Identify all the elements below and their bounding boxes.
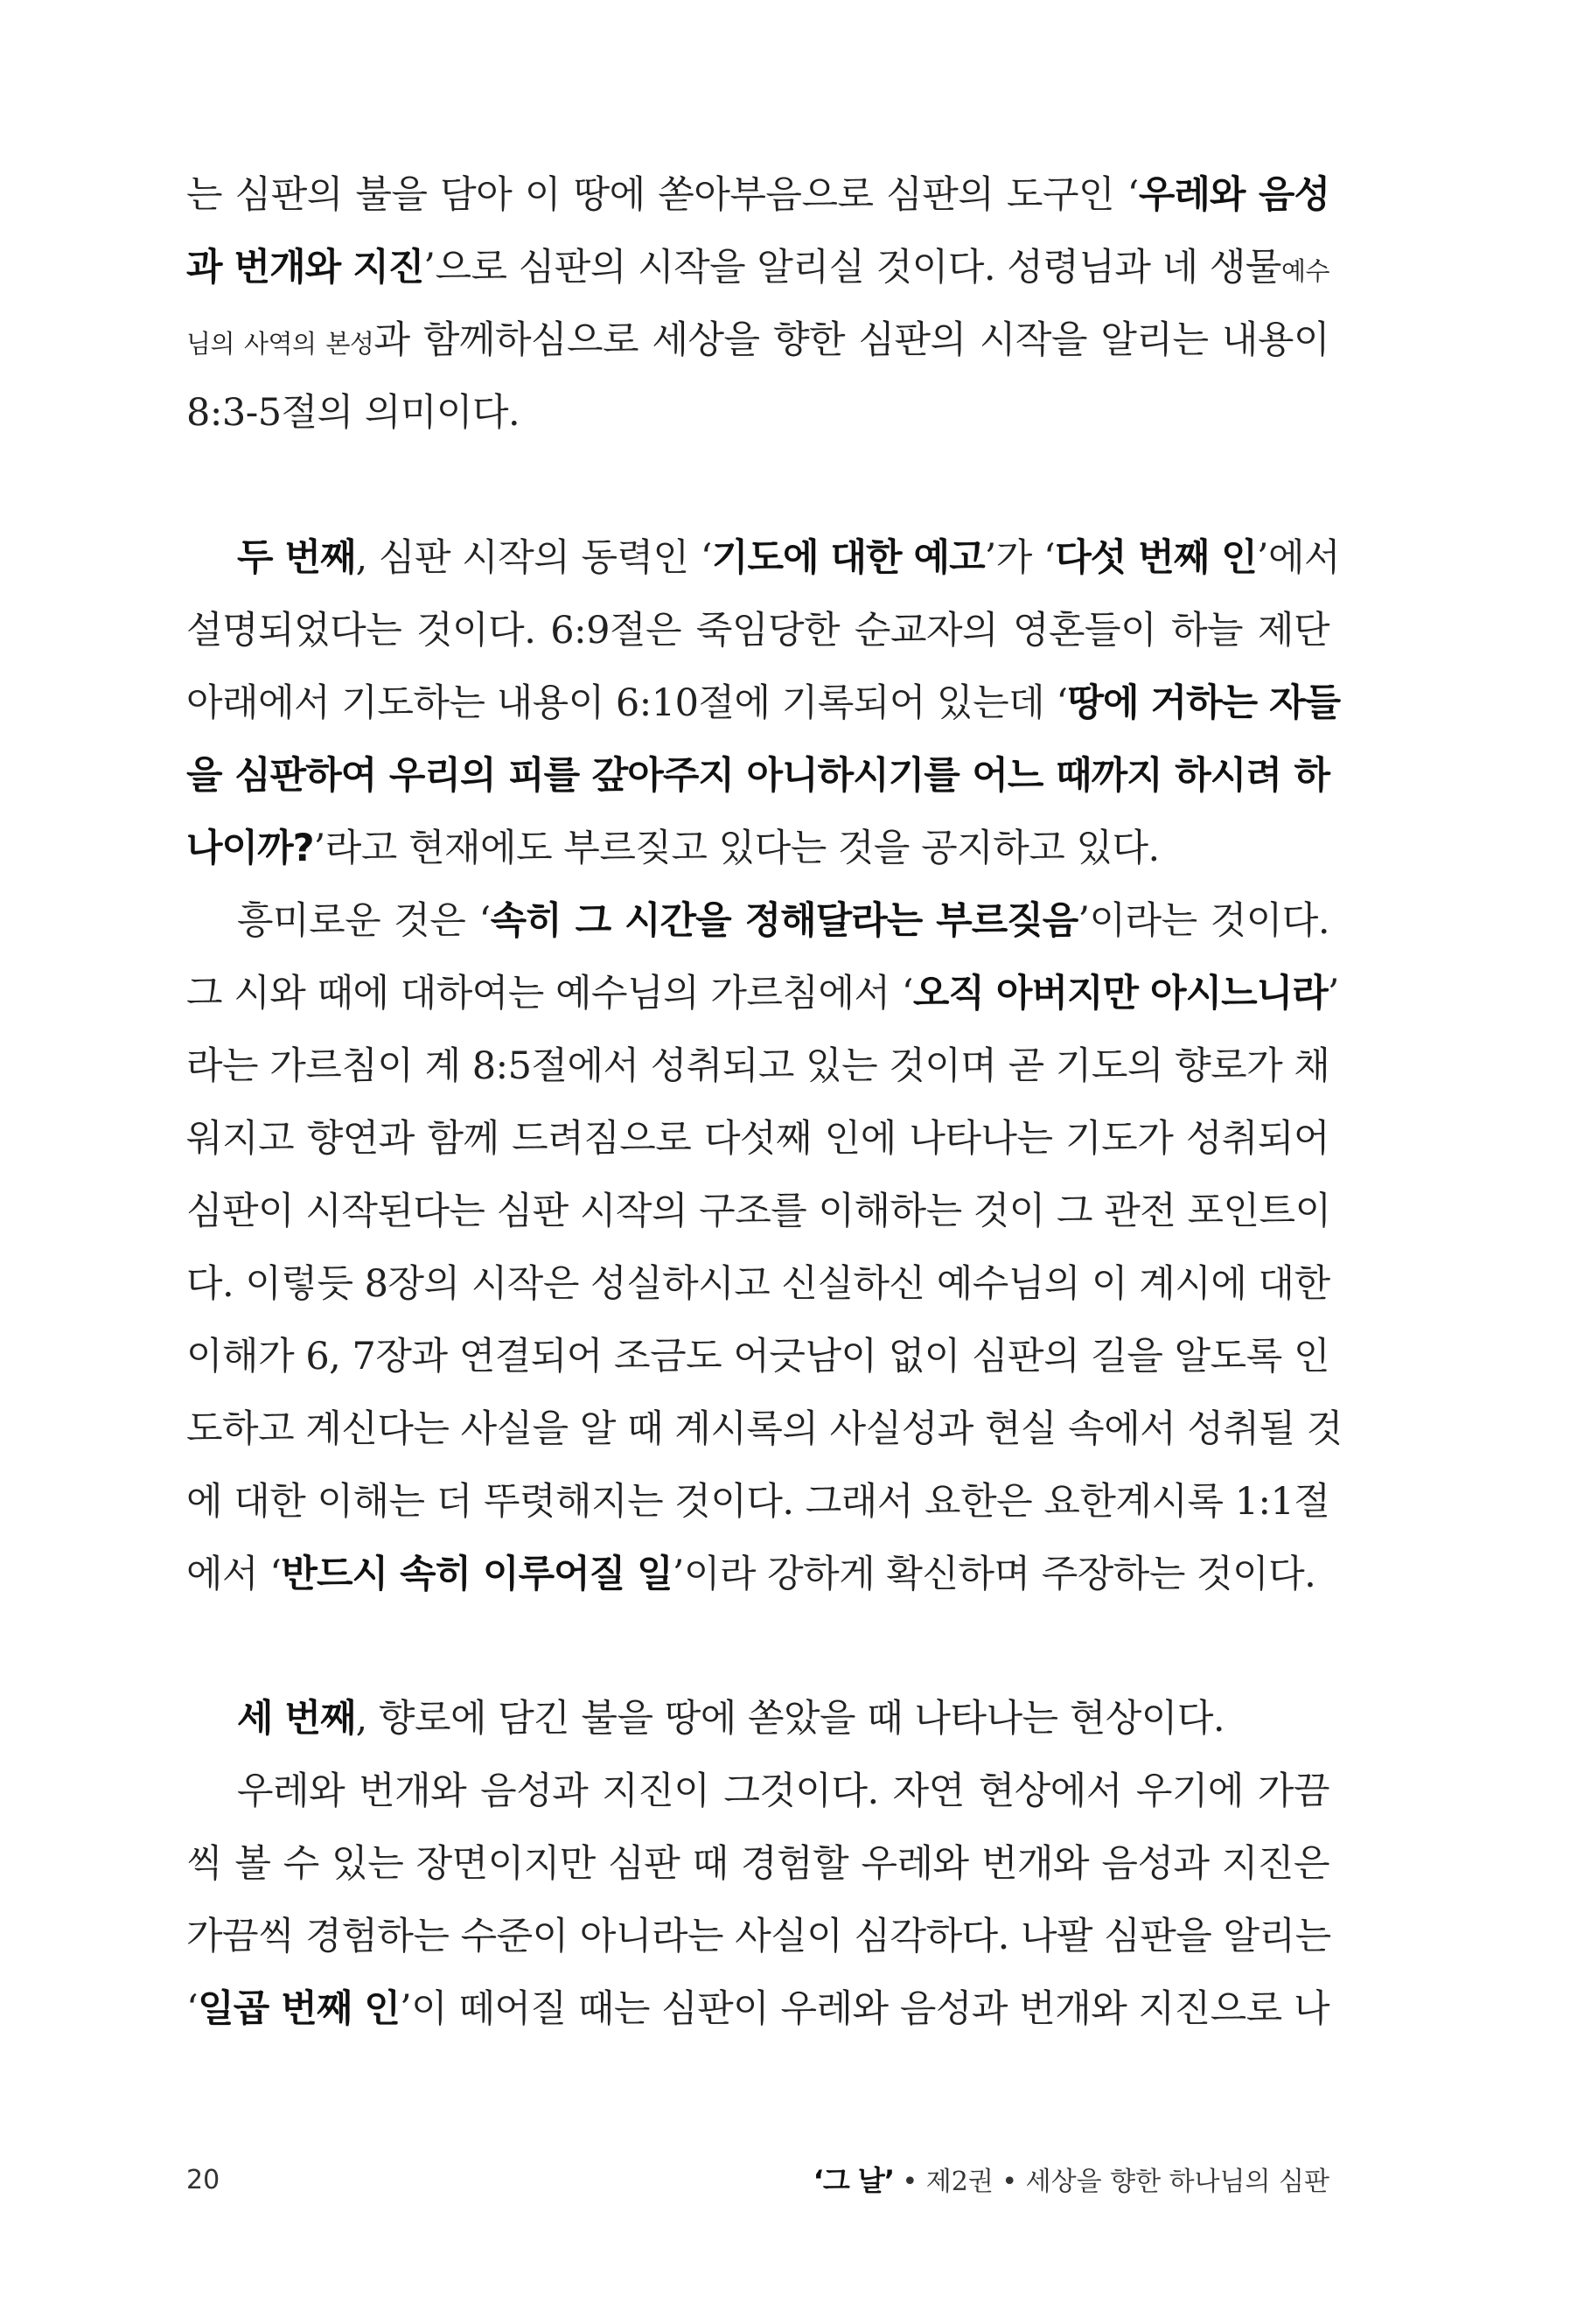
text-line: [186, 1765, 1329, 1818]
text-line: [186, 750, 1329, 802]
book-title: ‘그 날’: [813, 2164, 894, 2197]
text-line: [186, 604, 1329, 657]
text-run: 가끔씩 경험하는 수준이 아니라는 사실이 심각하다. 나팔 심판을 알리는: [186, 1915, 1331, 1958]
text-line: [186, 1838, 1329, 1890]
text-run: 는 심판의 불을 담아 이 땅에 쏟아부음으로 심판의 도구인 ‘: [186, 173, 1139, 217]
text-run: ’: [1327, 972, 1339, 1015]
text-line: [186, 1548, 1329, 1601]
text-run: 설명되었다는 것이다. 6:9절은 죽임당한 순교자의 영혼들이 하늘 제단: [186, 609, 1329, 653]
text-run: 다. 이렇듯 8장의 시작은 성실하시고 신실하신 예수님의 이 계시에 대한: [186, 1262, 1330, 1306]
bold-phrase: 나이까?: [186, 827, 314, 870]
text-line: [186, 1476, 1329, 1528]
bold-phrase: 두 번째: [237, 536, 356, 580]
text-run: 아래에서 기도하는 내용이 6:10절에 기록되어 있는데 ‘: [186, 681, 1068, 725]
text-line: [186, 1403, 1343, 1455]
text-run: ’이라는 것이다.: [1078, 899, 1330, 943]
bold-phrase: 속히 그 시간을 정해달라는 부르짖음: [490, 899, 1078, 943]
text-run: ‘: [186, 1987, 199, 2031]
bold-phrase: 과 번개와 지진: [186, 246, 424, 290]
text-line: [186, 1983, 1329, 2035]
bold-phrase: 반드시 속히 이루어질 일: [281, 1553, 673, 1596]
text-line: [186, 1258, 1329, 1310]
text-run: 흥미로운 것은 ‘: [237, 899, 491, 943]
small-annotation: 예수: [1280, 256, 1329, 286]
text-run: ’이 떼어질 때는 심판이 우레와 음성과 번개와 지진으로 나: [399, 1987, 1329, 2031]
text-line: [186, 1113, 1329, 1165]
text-line: [186, 241, 1329, 297]
running-head: [813, 2163, 1329, 2200]
bold-phrase: 땅에 거하는 자들: [1067, 681, 1341, 725]
text-run: 워지고 향연과 함께 드려짐으로 다섯째 인에 나타나는 기도가 성취되어: [186, 1117, 1329, 1161]
bold-phrase: 기도에 대한 예고: [711, 536, 985, 580]
volume-label: 제2권: [925, 2167, 994, 2197]
separator: •: [993, 2167, 1026, 2197]
text-line: [186, 822, 1329, 875]
text-line: [186, 314, 1329, 370]
text-line: [186, 387, 1329, 439]
text-line: [186, 1330, 1329, 1383]
text-run: ’이라 강하게 확신하며 주장하는 것이다.: [672, 1553, 1316, 1596]
text-line: [186, 1185, 1329, 1238]
text-run: 라는 가르침이 계 8:5절에서 성취되고 있는 것이며 곧 기도의 향로가 채: [186, 1044, 1330, 1088]
text-run: 에 대한 이해는 더 뚜렷해지는 것이다. 그래서 요한은 요한계시록 1:1절: [186, 1480, 1330, 1524]
text-run: 도하고 계신다는 사실을 알 때 계시록의 사실성과 현실 속에서 성취될 것: [186, 1407, 1343, 1451]
text-run: 심판이 시작된다는 심판 시작의 구조를 이해하는 것이 그 관전 포인트이: [186, 1190, 1331, 1233]
text-run: 과 함께하심으로 세상을 향한 심판의 시작을 알리는 내용이: [373, 318, 1329, 362]
text-run: , 심판 시작의 동력인 ‘: [355, 536, 712, 580]
text-run: 에서 ‘: [186, 1553, 282, 1596]
text-line: [186, 169, 1329, 221]
text-run: ’가 ‘: [984, 536, 1056, 580]
text-run: ’에서: [1256, 536, 1341, 580]
text-run: 이해가 6, 7장과 연결되어 조금도 어긋남이 없이 심판의 길을 알도록 인: [186, 1335, 1329, 1378]
bold-phrase: 을 심판하여 우리의 피를 갚아주지 아니하시기를 어느 때까지 하시려 하: [186, 754, 1329, 798]
text-run: 씩 볼 수 있는 장면이지만 심판 때 경험할 우레와 번개와 음성과 지진은: [186, 1842, 1329, 1886]
text-run: 그 시와 때에 대하여는 예수님의 가르침에서 ‘: [186, 972, 913, 1015]
separator: •: [894, 2167, 926, 2197]
text-line: [186, 895, 1329, 947]
text-run: ’으로 심판의 시작을 알리실 것이다. 성령님과 네 생물: [423, 246, 1281, 290]
text-line: [186, 1910, 1329, 1963]
small-annotation: 님의 사역의 본성: [186, 329, 374, 359]
text-line: [186, 967, 1339, 1020]
bold-phrase: 우레와 음성: [1138, 173, 1329, 217]
text-run: 8:3-5절의 의미이다.: [186, 391, 520, 435]
bold-phrase: 다섯 번째 인: [1055, 536, 1257, 580]
text-run: ’라고 현재에도 부르짖고 있다는 것을 공지하고 있다.: [313, 827, 1160, 870]
text-line: [186, 1692, 1329, 1745]
text-line: [186, 1040, 1329, 1092]
text-run: , 향로에 담긴 불을 땅에 쏟았을 때 나타나는 현상이다.: [355, 1697, 1225, 1741]
text-line: [186, 677, 1341, 729]
text-line: [186, 532, 1341, 584]
page-number: 20: [186, 2165, 220, 2195]
book-subtitle: 세상을 향한 하나님의 심판: [1025, 2167, 1329, 2197]
text-run: 우레와 번개와 음성과 지진이 그것이다. 자연 현상에서 우기에 가끔: [237, 1769, 1329, 1813]
bold-phrase: 오직 아버지만 아시느니라: [912, 972, 1328, 1015]
bold-phrase: 일곱 번째 인: [198, 1987, 400, 2031]
bold-phrase: 세 번째: [237, 1697, 356, 1741]
